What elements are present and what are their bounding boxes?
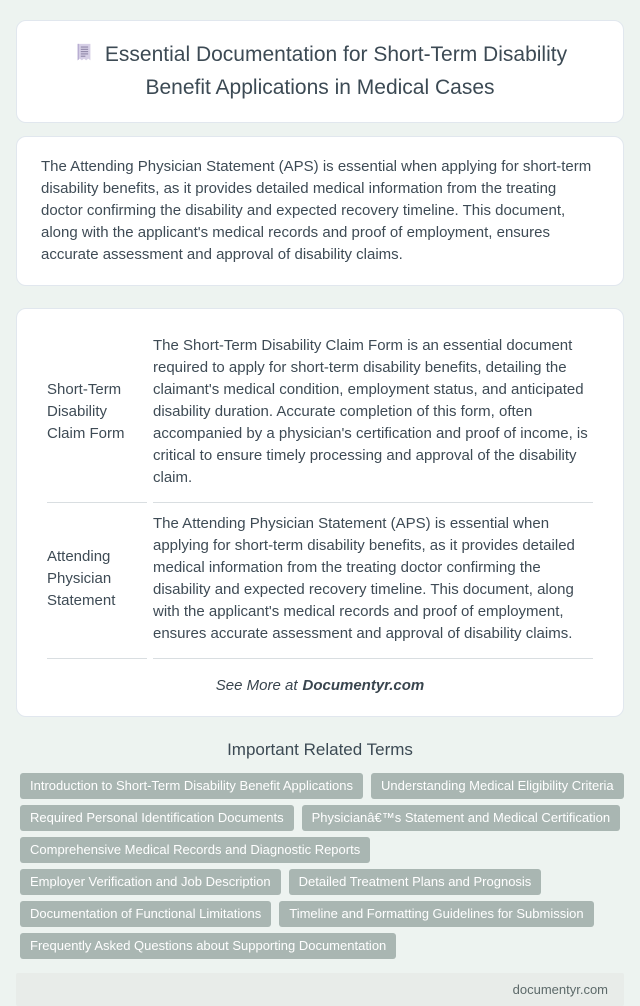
related-term-tag[interactable]: Understanding Medical Eligibility Criteria <box>371 773 624 799</box>
see-more-site-link[interactable]: Documentyr.com <box>302 677 425 694</box>
documents-card <box>16 308 624 717</box>
related-term-tag[interactable]: Timeline and Formatting Guidelines for Submission <box>279 901 593 927</box>
title-card <box>16 20 624 123</box>
document-term: Short-Term Disability Claim Form <box>47 325 147 503</box>
table-row <box>47 325 593 503</box>
receipt-icon <box>73 42 95 73</box>
document-term: Attending Physician Statement <box>47 503 147 659</box>
footer-site-text: documentyr.com <box>512 982 608 997</box>
document-definition: The Attending Physician Statement (APS) is essential when applying for short-term disability benefits, as it provides detailed medical information from the treating doctor confirming the disability and expected recovery timeline. This document, along with the applicant's medical records and proof of employment, ensures accurate assessment and approval of disability claims. <box>153 503 593 659</box>
page-title-text: Essential Documentation for Short-Term Disability Benefit Applications in Medical Cases <box>104 43 568 99</box>
see-more-text: See More at <box>215 677 298 694</box>
table-row <box>47 503 593 659</box>
related-terms-list <box>16 773 624 959</box>
page-title <box>45 40 595 103</box>
document-definition: The Short-Term Disability Claim Form is an essential document required to apply for short-term disability benefits, detailing the claimant's medical condition, employment status, and anticipated disability duration. Accurate completion of this form, often accompanied by a physician's certification and proof of income, is critical to ensure timely processing and approval of the disability claim. <box>153 325 593 503</box>
related-term-tag[interactable]: Frequently Asked Questions about Supporting Documentation <box>20 933 396 959</box>
documents-table <box>41 325 599 659</box>
intro-paragraph: The Attending Physician Statement (APS) is essential when applying for short-term disability benefits, as it provides detailed medical information from the treating doctor confirming the disability and expected recovery timeline. This document, along with the applicant's medical records and proof of employment, ensures accurate assessment and approval of disability claims. <box>41 158 592 263</box>
related-term-tag[interactable]: Introduction to Short-Term Disability Benefit Applications <box>20 773 363 799</box>
page <box>0 20 640 997</box>
footer-bar <box>16 973 624 1006</box>
related-term-tag[interactable]: Detailed Treatment Plans and Prognosis <box>289 869 542 895</box>
related-term-tag[interactable]: Comprehensive Medical Records and Diagnostic Reports <box>20 837 370 863</box>
related-term-tag[interactable]: Employer Verification and Job Description <box>20 869 281 895</box>
related-term-tag[interactable]: Documentation of Functional Limitations <box>20 901 271 927</box>
related-terms-heading: Important Related Terms <box>227 740 413 759</box>
intro-card <box>16 136 624 286</box>
see-more-line <box>41 677 599 694</box>
related-term-tag[interactable]: Required Personal Identification Documents <box>20 805 294 831</box>
related-term-tag[interactable]: Physicianâ€™s Statement and Medical Certification <box>302 805 620 831</box>
